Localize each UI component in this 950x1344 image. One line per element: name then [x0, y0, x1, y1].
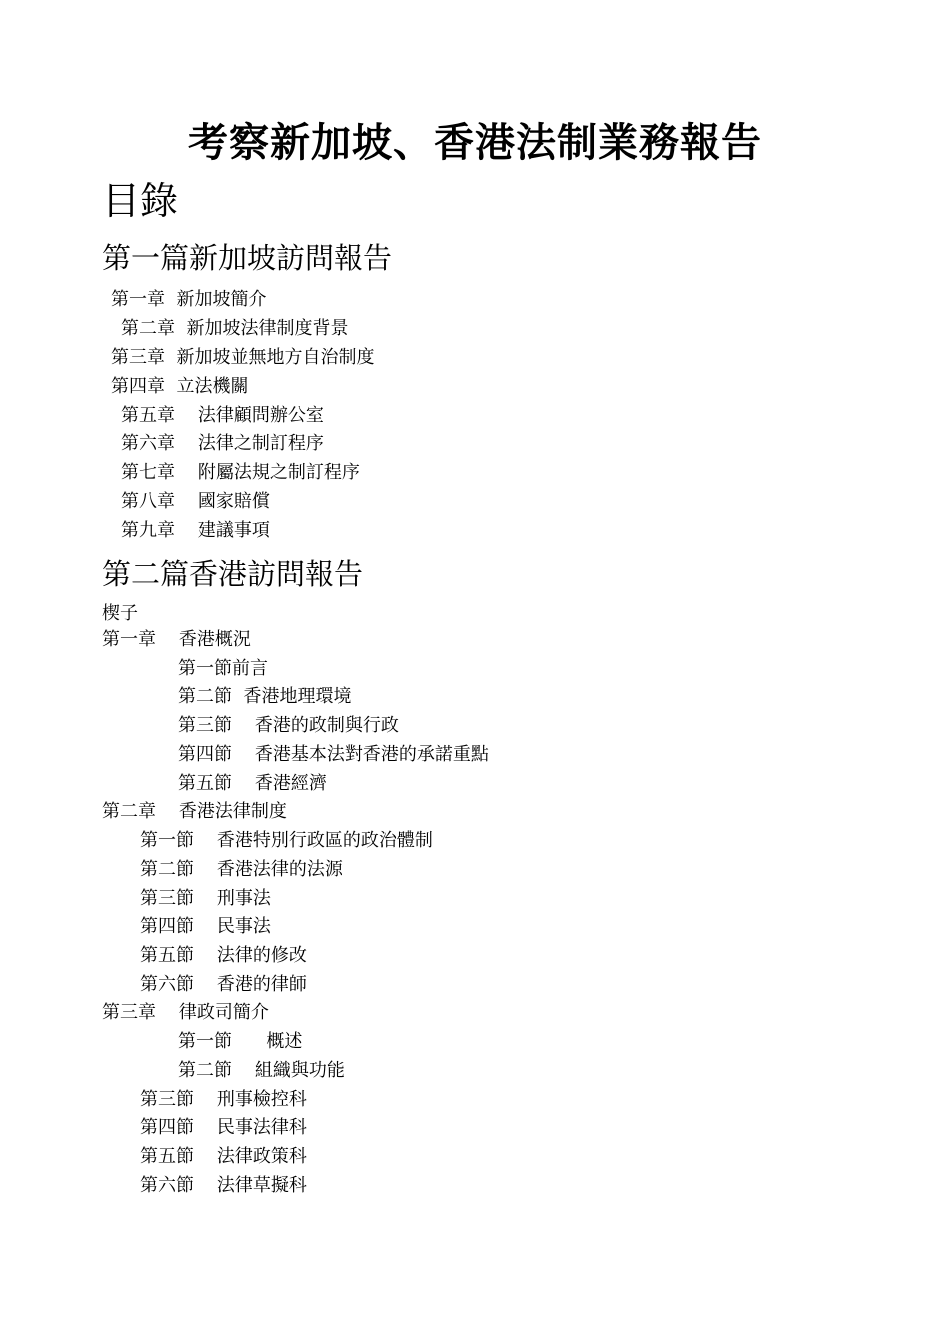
toc-entry: 第一節前言 — [178, 658, 268, 679]
toc-entry: 第四章 立法機關 — [111, 376, 249, 397]
toc-entry: 第九章 建議事項 — [121, 520, 270, 541]
toc-entry: 第五節 法律的修改 — [140, 945, 307, 966]
toc-entry: 楔子 — [102, 603, 138, 624]
toc-entry: 第六節 香港的律師 — [140, 974, 307, 995]
part2-heading: 第二篇香港訪問報告 — [102, 557, 364, 591]
toc-entry: 第四節 民事法 — [140, 916, 271, 937]
toc-entry: 第三節 刑事檢控科 — [140, 1089, 307, 1110]
toc-entry: 第三章 律政司簡介 — [102, 1002, 269, 1023]
toc-entry: 第六章 法律之制訂程序 — [121, 433, 324, 454]
toc-entry: 第五節 法律政策科 — [140, 1146, 307, 1167]
toc-entry: 第三節 刑事法 — [140, 888, 271, 909]
toc-entry: 第二節 香港法律的法源 — [140, 859, 343, 880]
toc-entry: 第二章 香港法律制度 — [102, 801, 287, 822]
toc-entry: 第一節 香港特別行政區的政治體制 — [140, 830, 433, 851]
toc-entry: 第五節 香港經濟 — [178, 773, 327, 794]
toc-entry: 第一章 新加坡簡介 — [111, 289, 267, 310]
toc-entry: 第三節 香港的政制與行政 — [178, 715, 399, 736]
document-title: 考察新加坡、香港法制業務報告 — [188, 119, 762, 166]
toc-entry: 第一節 概述 — [178, 1031, 303, 1052]
toc-entry: 第二節 香港地理環境 — [178, 686, 352, 707]
toc-entry: 第四節 民事法律科 — [140, 1117, 307, 1138]
toc-entry: 第六節 法律草擬科 — [140, 1175, 307, 1196]
toc-entry: 第三章 新加坡並無地方自治制度 — [111, 347, 375, 368]
toc-entry: 第一章 香港概況 — [102, 629, 251, 650]
toc-entry: 第七章 附屬法規之制訂程序 — [121, 462, 360, 483]
toc-entry: 第二節 組織與功能 — [178, 1060, 345, 1081]
toc-entry: 第四節 香港基本法對香港的承諾重點 — [178, 744, 489, 765]
toc-entry: 第二章 新加坡法律制度背景 — [121, 318, 349, 339]
toc-entry: 第八章 國家賠償 — [121, 491, 270, 512]
toc-heading: 目錄 — [102, 179, 179, 223]
part1-heading: 第一篇新加坡訪問報告 — [102, 241, 393, 275]
toc-entry: 第五章 法律顧問辦公室 — [121, 405, 324, 426]
